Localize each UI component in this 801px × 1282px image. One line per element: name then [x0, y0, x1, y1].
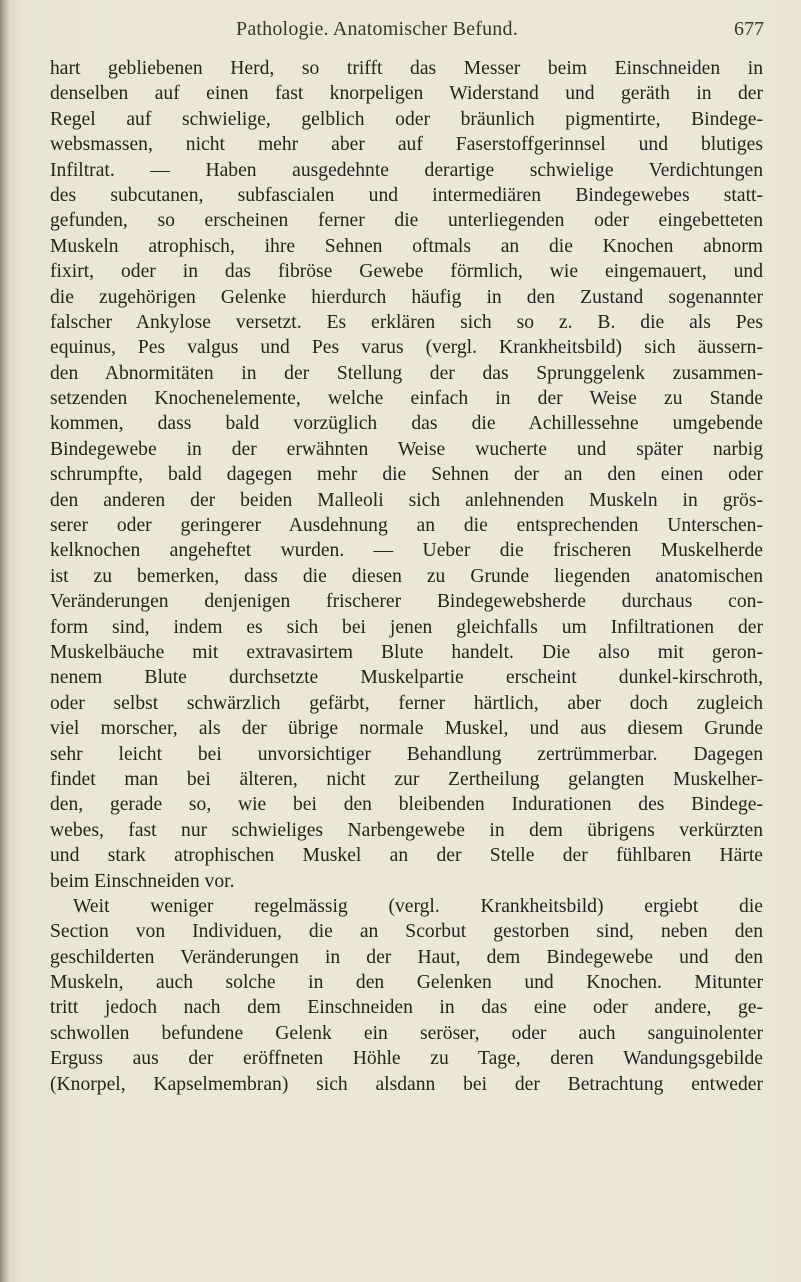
text-line: ist zu bemerken, dass die diesen zu Grunde liegenden anatomischen — [50, 565, 763, 587]
text-line: fixirt, oder in das fibröse Gewebe förmlich, wie eingemauert, und — [50, 261, 763, 283]
text-line: des subcutanen, subfascialen und intermediären Bindegewebes statt- — [50, 184, 763, 206]
page-number: 677 — [734, 18, 764, 40]
text-line: und stark atrophischen Muskel an der Stelle der fühlbaren Härte — [50, 845, 763, 867]
text-line: schwollen befundene Gelenk ein seröser, oder auch sanguinolenter — [50, 1022, 763, 1044]
page-header — [0, 18, 801, 58]
text-line: oder selbst schwärzlich gefärbt, ferner härtlich, aber doch zugleich — [50, 692, 763, 714]
text-line: die zugehörigen Gelenke hierdurch häufig in den Zustand sogenannter — [50, 286, 763, 308]
text-line: Section von Individuen, die an Scorbut gestorben sind, neben den — [50, 921, 763, 943]
text-line: Infiltrat. — Haben ausgedehnte derartige schwielige Verdichtungen — [50, 159, 763, 181]
text-line: Erguss aus der eröffneten Höhle zu Tage, deren Wandungsgebilde — [50, 1048, 763, 1070]
binding-shadow — [0, 0, 10, 1282]
text-line: geschilderten Veränderungen in der Haut, dem Bindegewebe und den — [50, 946, 763, 968]
text-line: hart gebliebenen Herd, so trifft das Messer beim Einschneiden in — [50, 58, 763, 79]
text-line: serer oder geringerer Ausdehnung an die entsprechenden Unterschen- — [50, 515, 763, 537]
text-line: findet man bei älteren, nicht zur Zertheilung gelangten Muskelher- — [50, 768, 763, 790]
paragraph-end-line: beim Einschneiden vor. — [50, 870, 235, 892]
text-line: Muskeln, auch solche in den Gelenken und Knochen. Mitunter — [50, 972, 763, 994]
text-line: websmassen, nicht mehr aber auf Faserstoffgerinnsel und blutiges — [50, 134, 763, 156]
text-line: falscher Ankylose versetzt. Es erklären sich so z. B. die als Pes — [50, 311, 763, 333]
text-line: sehr leicht bei unvorsichtiger Behandlung zertrümmerbar. Dagegen — [50, 743, 763, 765]
text-line: viel morscher, als der übrige normale Muskel, und aus diesem Grunde — [50, 718, 763, 740]
text-line: den, gerade so, wie bei den bleibenden Indurationen des Bindege- — [50, 794, 763, 816]
text-line: Muskelbäuche mit extravasirtem Blute handelt. Die also mit geron- — [50, 641, 763, 663]
text-line: nenem Blute durchsetzte Muskelpartie erscheint dunkel-kirschroth, — [50, 667, 763, 689]
text-line: form sind, indem es sich bei jenen gleichfalls um Infiltrationen der — [50, 616, 763, 638]
body-text — [50, 56, 763, 1097]
text-line: Regel auf schwielige, gelblich oder bräunlich pigmentirte, Bindege- — [50, 108, 763, 130]
text-line: (Knorpel, Kapselmembran) sich alsdann bei der Betrachtung entweder — [50, 1073, 763, 1095]
text-line: den anderen der beiden Malleoli sich anlehnenden Muskeln in grös- — [50, 489, 763, 511]
paragraph-start-line: Weit weniger regelmässig (vergl. Krankheitsbild) ergiebt die — [73, 895, 763, 917]
text-line: denselben auf einen fast knorpeligen Widerstand und geräth in der — [50, 83, 763, 105]
text-line: setzenden Knochenelemente, welche einfach in der Weise zu Stande — [50, 388, 763, 410]
text-line: schrumpfte, bald dagegen mehr die Sehnen der an den einen oder — [50, 464, 763, 486]
text-line: Veränderungen denjenigen frischerer Bindegewebsherde durchaus con- — [50, 591, 763, 613]
text-line: equinus, Pes valgus und Pes varus (vergl. Krankheitsbild) sich äussern- — [50, 337, 763, 359]
text-line: Muskeln atrophisch, ihre Sehnen oftmals an die Knochen abnorm — [50, 235, 763, 257]
text-line: den Abnormitäten in der Stellung der das Sprunggelenk zusammen- — [50, 362, 763, 384]
text-line: gefunden, so erscheinen ferner die unterliegenden oder eingebetteten — [50, 210, 763, 232]
text-line: kelknochen angeheftet wurden. — Ueber die frischeren Muskelherde — [50, 540, 763, 562]
running-head: Pathologie. Anatomischer Befund. — [236, 18, 518, 40]
text-line: kommen, dass bald vorzüglich das die Achillessehne umgebende — [50, 413, 763, 435]
text-line: Bindegewebe in der erwähnten Weise wucherte und später narbig — [50, 438, 763, 460]
text-line: tritt jedoch nach dem Einschneiden in das eine oder andere, ge- — [50, 997, 763, 1019]
text-line: webes, fast nur schwieliges Narbengewebe in dem übrigens verkürzten — [50, 819, 763, 841]
